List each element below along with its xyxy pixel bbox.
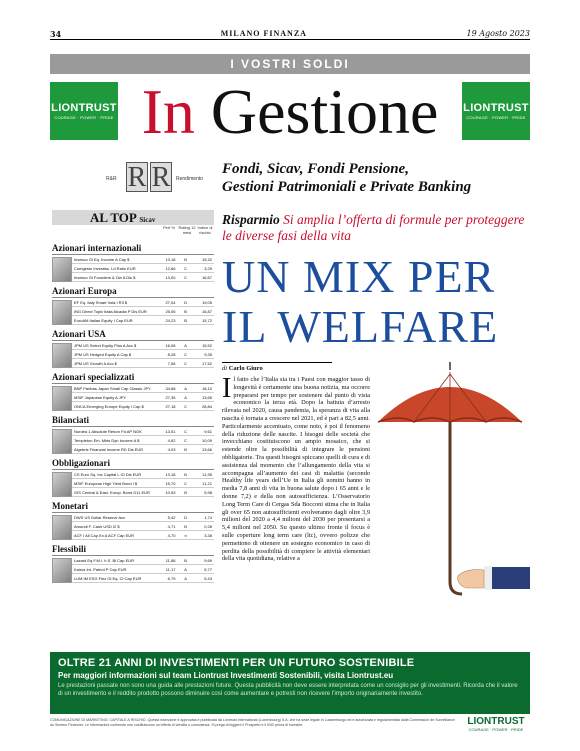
table-row: [72, 264, 214, 273]
fund-risk: 15,32: [194, 255, 214, 264]
fund-rating: B: [177, 316, 193, 325]
fund-rating: B: [177, 445, 193, 454]
col-header-perf: Perf %: [162, 225, 175, 230]
fund-risk: 10,09: [194, 436, 214, 445]
fund-perf: 4,03: [157, 445, 177, 454]
fund-rating: C: [177, 264, 193, 273]
fund-table: [72, 470, 214, 497]
sidebar-section: [52, 544, 214, 583]
fund-perf: 8,28: [157, 350, 177, 359]
byline-author: Carlo Giuro: [228, 365, 263, 372]
section-rows: [52, 427, 214, 454]
sidebar-section: [52, 372, 214, 411]
section-rows: [52, 341, 214, 368]
fund-name: CS Euro Sq. Inc Capital L IO Dis EUR: [72, 470, 157, 479]
fund-table: [72, 255, 214, 282]
subtitle-line-1: Fondi, Sicav, Fondi Pensione,: [222, 161, 409, 177]
table-row: [72, 316, 214, 325]
table-row: [72, 479, 214, 488]
fund-rating: C: [177, 273, 193, 282]
section-thumbnail: [52, 472, 72, 497]
section-name: Obbligazionari: [52, 458, 214, 470]
fund-risk: 16,87: [194, 307, 214, 316]
fund-rating: B: [177, 522, 193, 531]
section-rows: [52, 384, 214, 411]
fund-name: Nordea 1 Absolute Return Fd AP NOK: [72, 427, 157, 436]
fund-perf: 16,08: [157, 341, 177, 350]
fund-risk: 13,65: [194, 393, 214, 402]
liontrust-advertisement: [50, 652, 530, 714]
rr-letter-1: R: [127, 162, 147, 193]
fund-risk: 28,84: [194, 402, 214, 411]
fund-rating: B: [177, 470, 193, 479]
section-thumbnail: [52, 429, 72, 454]
fund-name: Kairos Int. Patriot P Cap EUR: [72, 565, 157, 574]
hand: [458, 570, 484, 588]
fund-name: MSIF Japanese Equity A JPY: [72, 393, 157, 402]
sidebar-section: [52, 286, 214, 325]
masthead: [125, 78, 455, 146]
fund-perf: 15,70: [157, 479, 177, 488]
sidebar-title-small: Sicav: [139, 216, 156, 224]
col-header-risk: Indice di rischio: [197, 225, 213, 235]
umbrella-illustration: [370, 362, 530, 642]
fund-rating: B: [177, 556, 193, 565]
sidebar-column-headers: [52, 225, 214, 239]
section-name: Azionari Europa: [52, 286, 214, 298]
section-name: Flessibili: [52, 544, 214, 556]
ad-subheadline: Per maggiori informazioni sul team Liontrust Investimenti Sostenibili, visita Liontrust.eu: [58, 671, 394, 680]
section-thumbnail: [52, 257, 72, 282]
section-thumbnail: [52, 386, 72, 411]
issue-date: 19 Agosto 2023: [466, 29, 530, 38]
fund-rating: A: [177, 393, 193, 402]
fund-rating: C: [177, 402, 193, 411]
section-thumbnail: [52, 300, 72, 325]
table-row: [72, 402, 214, 411]
fund-name: JPM US Growth A Acc $: [72, 359, 157, 368]
table-row: [72, 393, 214, 402]
fund-table: [72, 427, 214, 454]
section-rows: [52, 255, 214, 282]
section-rows: [52, 513, 214, 540]
page-header: [50, 28, 530, 40]
section-rows: [52, 470, 214, 497]
ad-disclaimer: Le prestazioni passate non sono una guida alle prestazioni future. Questa pubblicità non deve essere interpretata come un consiglio per gli investimenti. Ricorda che il valore di un investimento e il reddito prodotto possono diminuire così come aumentare e potresti non ricevere l’importo originariamente investito.: [58, 683, 518, 697]
fund-table: [72, 556, 214, 583]
table-row: [72, 531, 214, 540]
rr-logo: [106, 162, 216, 194]
table-row: [72, 427, 214, 436]
fund-perf: 34,68: [157, 384, 177, 393]
masthead-subtitle: [222, 160, 471, 196]
publication-name: MILANO FINANZA: [220, 29, 307, 38]
fund-rating: C: [177, 350, 193, 359]
drop-cap: I: [222, 376, 232, 404]
section-rows: [52, 556, 214, 583]
fund-risk: 1,74: [194, 513, 214, 522]
fund-risk: 11,95: [194, 470, 214, 479]
table-row: [72, 513, 214, 522]
fund-risk: 13,66: [194, 445, 214, 454]
fund-rating: C: [177, 359, 193, 368]
article-headline: [222, 252, 532, 352]
fund-perf: 4,62: [157, 436, 177, 445]
fund-name: EuroAM Italian Equity I Cap EUR: [72, 316, 157, 325]
footer-logo-tagline: COURAGE · POWER · PRIDE: [468, 727, 524, 732]
article-body: [222, 376, 370, 638]
rr-letter-2: R: [151, 162, 171, 193]
fund-perf: 5,42: [157, 513, 177, 522]
fund-rating: B: [177, 307, 193, 316]
section-rows: [52, 298, 214, 325]
fund-risk: 3,29: [194, 264, 214, 273]
fund-perf: 6,79: [157, 574, 177, 583]
sidebar-section: [52, 243, 214, 282]
fund-table: [72, 298, 214, 325]
section-name: Azionari USA: [52, 329, 214, 341]
fund-perf: 25,06: [157, 307, 177, 316]
fund-risk: 15,72: [194, 316, 214, 325]
fund-perf: 4,70: [157, 531, 177, 540]
sidebar-section: [52, 329, 214, 368]
fund-name: JPM US Hedged Equity A Cap $: [72, 350, 157, 359]
fund-rating: A: [177, 384, 193, 393]
fund-name: Templeton Em. Mkts Dyn Income A $: [72, 436, 157, 445]
section-name: Azionari specializzati: [52, 372, 214, 384]
fund-perf: 27,35: [157, 393, 177, 402]
fund-perf: 12,66: [157, 264, 177, 273]
table-row: [72, 445, 214, 454]
rr-label-right: Rendimento: [176, 176, 203, 182]
section-name: Azionari internazionali: [52, 243, 214, 255]
subtitle-line-2: Gestioni Patrimoniali e Private Banking: [222, 179, 472, 195]
liontrust-logo-right: [462, 82, 530, 140]
sidebar-section: [52, 415, 214, 454]
fund-name: ACF I All Cap Ex A ACF Cap EUR: [72, 531, 157, 540]
fund-name: MSIF European High Yield Bond I $: [72, 479, 157, 488]
headline-line-2: IL WELFARE: [222, 301, 499, 352]
logo-name: LIONTRUST: [463, 102, 529, 114]
fund-perf: 27,18: [157, 402, 177, 411]
fund-table: [72, 513, 214, 540]
table-row: [72, 574, 214, 583]
fund-rating: C: [177, 436, 193, 445]
fund-name: DWS US Dollar Reserve Acc: [72, 513, 157, 522]
fund-table: [72, 341, 214, 368]
section-name: Bilanciati: [52, 415, 214, 427]
sidebar-title: [52, 210, 214, 225]
fund-risk: 11,21: [194, 479, 214, 488]
fund-rating: A: [177, 341, 193, 350]
fund-perf: 11,88: [157, 556, 177, 565]
table-row: [72, 522, 214, 531]
sidebar-title-text: AL TOP: [90, 210, 137, 225]
table-row: [72, 436, 214, 445]
fund-perf: 13,00: [157, 273, 177, 282]
fund-risk: 0,28: [194, 522, 214, 531]
masthead-gestione: Gestione: [210, 76, 439, 147]
section-thumbnail: [52, 515, 72, 540]
table-row: [72, 350, 214, 359]
fund-perf: 13,18: [157, 470, 177, 479]
footer-logo-name: LIONTRUST: [467, 716, 525, 727]
fund-name: Invesco Gl Founders & Ow A Dis $: [72, 273, 157, 282]
kicker-text: Si amplia l’offerta di formule per proteggere le diverse fasi della vita: [222, 212, 525, 243]
cuff: [484, 566, 492, 590]
fund-name: GIS Central & East. Europ. Bond D11 EUR: [72, 488, 157, 497]
fund-perf: 7,56: [157, 359, 177, 368]
fund-rating: A: [177, 574, 193, 583]
fund-rating: D: [177, 513, 193, 522]
fund-risk: 16,67: [194, 273, 214, 282]
table-row: [72, 255, 214, 264]
fund-table: [72, 384, 214, 411]
section-thumbnail: [52, 343, 72, 368]
fund-risk: 5,43: [194, 574, 214, 583]
umbrella-shaft: [450, 422, 462, 594]
table-row: [72, 298, 214, 307]
table-row: [72, 556, 214, 565]
fund-risk: 9,61: [194, 427, 214, 436]
fund-rating: C: [177, 479, 193, 488]
rr-label-left: R&R: [106, 176, 117, 182]
col-header-name: [52, 225, 160, 239]
article-body-text: l fatto che l’Italia sia tra i Paesi con maggior tasso di longevità è certamente una buona notizia, ma occorre prepararsi per tempo per sostenere dal punto di vista economico la terza età. Dopo la battuta d’arresto rilevata nel 2020, causa pandemia, la speranza di vita alla nascita è tornata a crescere nel 2021, ed è pari a 82,5 anni. Particolarmente accentuato, come noto, è poi il fenomeno della riduzione delle nascite. I bisogni delle società che invecchiano costituiscono un ampio mosaico, che si estende oltre la possibilità di integrare le pensioni obbligatorie. Tra questi bisogni spiccano quelli di cura e di assistenza dal momento che l’allungamento della vita si accompagna all’aumento dei casi di malattia (secondo Healthy life years dell’Ue in Italia gli uomini hanno in media 7,8 anni di vita in buona salute dopo i 65 anni e le donne 7,2) e della non autosufficienza. L’Osservatorio Long Term Care di Cergas Sda Bocconi stima che in Italia gli over 65 non autosufficienti evolveranno dagli oltre 3,9 milioni del 2020 a 4,4 milioni del 2030 per presentarsi a 5,4 milioni nel 2050. Su questo ultimo fronte il focus è sulle coperture long term care (ltc), ovvero polizze che permettono di ottenere un sostegno economico in caso di perdita della possibilità di compiere le attività elementari della vita quotidiana, relative a: [222, 376, 370, 563]
sleeve: [490, 567, 530, 589]
headline-line-1: UN MIX PER: [222, 251, 496, 302]
ad-legal-text: COMUNICAZIONE DI MARKETING: CAPITALE A RISCHIO. Questa inserzione è approvata e pubblicata da Liontrust International (Luxembourg) S.A. che ha sede legale in Lussemburgo ed è autorizzata e regolamentata dalla Commission de Surveillance du Secteur Financier. Le informazioni contenute non costituiscono un’offerta di vendita o consulenza. Si prega di leggere il Prospetto e il KIID prima di investire.: [50, 718, 455, 727]
logo-tagline: COURAGE · POWER · PRIDE: [54, 115, 114, 120]
fund-name: ING Direct Topix Italia Alcadia P Dis EUR: [72, 307, 157, 316]
col-header-rating: Rating 12 mesi: [178, 225, 196, 235]
byline-prefix: di: [222, 365, 229, 372]
fund-perf: 11,17: [157, 565, 177, 574]
fund-perf: 4,71: [157, 522, 177, 531]
fund-risk: 15,52: [194, 341, 214, 350]
page-number: 34: [50, 28, 62, 39]
table-row: [72, 359, 214, 368]
fund-risk: 3,38: [194, 531, 214, 540]
table-row: [72, 470, 214, 479]
sidebar-section: [52, 458, 214, 497]
fund-risk: 18,10: [194, 384, 214, 393]
fund-name: BNP Paribas Japan Small Cap Classic JPY: [72, 384, 157, 393]
table-row: [72, 341, 214, 350]
kicker-bold: Risparmio: [222, 212, 280, 227]
fund-risk: 9,69: [194, 556, 214, 565]
table-row: [72, 488, 214, 497]
article-kicker: [222, 212, 532, 244]
fund-perf: 13,18: [157, 255, 177, 264]
article-byline: [222, 362, 332, 372]
fund-name: EF Eq. Italy Smart Vola I R3 $: [72, 298, 157, 307]
fund-name: Algebris Financial Income RD Dis EUR: [72, 445, 157, 454]
fund-risk: 9,35: [194, 350, 214, 359]
liontrust-footer-logo: [462, 716, 530, 738]
sidebar-sections: [52, 243, 214, 583]
fund-risk: 17,52: [194, 359, 214, 368]
masthead-in: In: [141, 76, 195, 147]
section-name: Monetari: [52, 501, 214, 513]
fund-name: Lazard Eq F.M.I. h.S. Bl Cap EUR: [72, 556, 157, 565]
fund-rating: C: [177, 427, 193, 436]
fund-name: JPM US Select Equity Plus A Acc $: [72, 341, 157, 350]
al-top-sidebar: [52, 210, 214, 583]
ad-headline: OLTRE 21 ANNI DI INVESTIMENTI PER UN FUTURO SOSTENIBILE: [58, 657, 415, 669]
fund-risk: 19,05: [194, 298, 214, 307]
fund-perf: 24,23: [157, 316, 177, 325]
fund-risk: 5,98: [194, 488, 214, 497]
fund-rating: B: [177, 255, 193, 264]
table-row: [72, 384, 214, 393]
logo-tagline: COURAGE · POWER · PRIDE: [466, 115, 526, 120]
section-band: I VOSTRI SOLDI: [50, 54, 530, 74]
sidebar-section: [52, 501, 214, 540]
table-row: [72, 565, 214, 574]
fund-perf: 27,04: [157, 298, 177, 307]
table-row: [72, 273, 214, 282]
fund-rating: n: [177, 531, 193, 540]
fund-rating: A: [177, 565, 193, 574]
fund-name: LUM IM ESG Flex Gl Eq. Cl Cap EUR: [72, 574, 157, 583]
fund-name: ONCA Emerging Europe Equity I Cap $: [72, 402, 157, 411]
fund-risk: 5,77: [194, 565, 214, 574]
liontrust-logo-left: [50, 82, 118, 140]
fund-rating: D: [177, 298, 193, 307]
fund-name: Amundi F. Cash USD I2 $: [72, 522, 157, 531]
fund-perf: 13,51: [157, 427, 177, 436]
fund-perf: 10,53: [157, 488, 177, 497]
fund-name: Comgesto Investiss. Ld Ratio EUR: [72, 264, 157, 273]
logo-name: LIONTRUST: [51, 102, 117, 114]
section-thumbnail: [52, 558, 72, 583]
table-row: [72, 307, 214, 316]
fund-name: Invesco Gl Eq. Income A Cap $: [72, 255, 157, 264]
fund-rating: B: [177, 488, 193, 497]
